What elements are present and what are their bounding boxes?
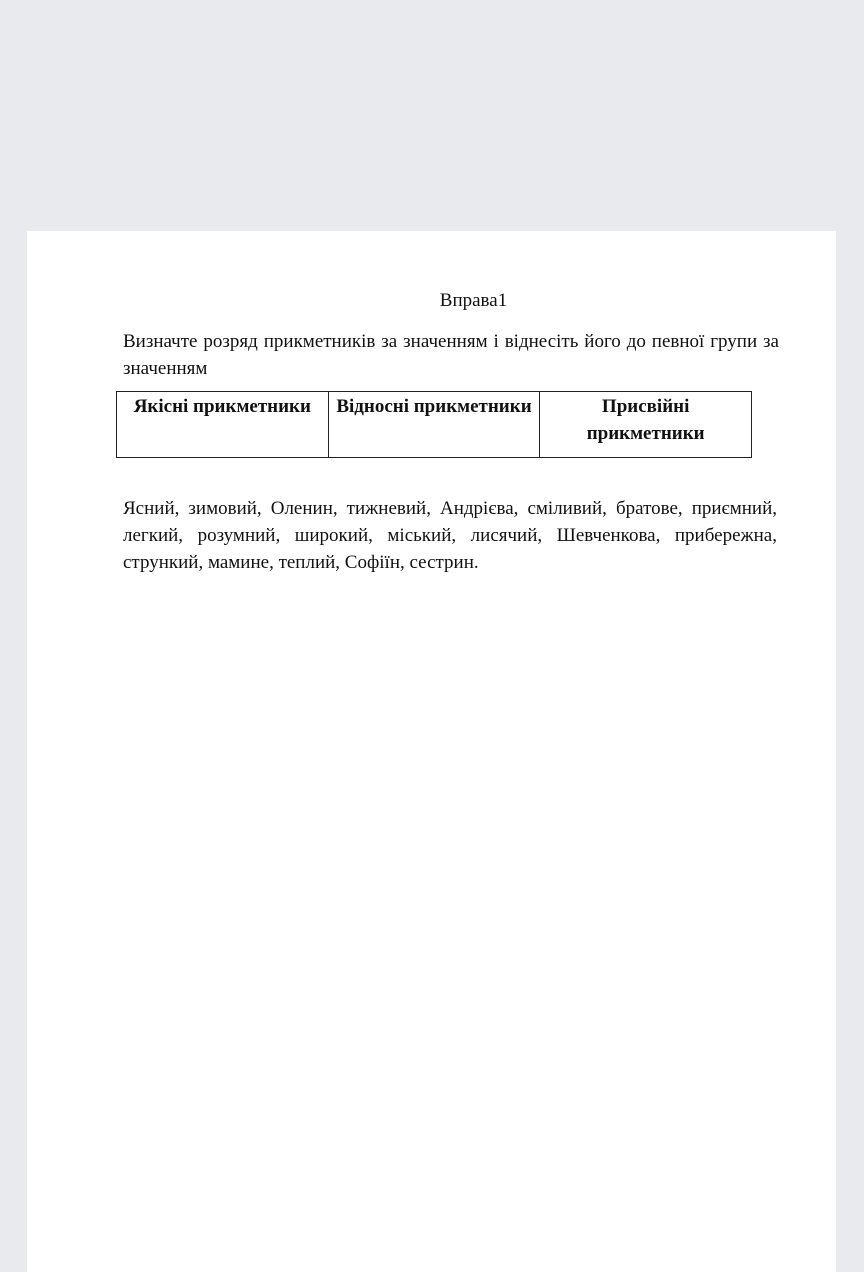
exercise-title: Вправа1 <box>439 290 508 311</box>
adjective-category-table <box>116 391 752 458</box>
document-page <box>27 231 836 1272</box>
adjective-word-list: Ясний, зимовий, Оленин, тижневий, Андрієва, сміливий, братове, приємний, легкий, розумний, широкий, міський, лисячий, Шевченкова, прибережна, стрункий, мамине, теплий, Софіїн, сестрин. <box>123 498 777 573</box>
header-possessive: Присвійні прикметники <box>540 392 752 458</box>
exercise-instruction: Визначте розряд прикметників за значенням і віднесіть його до певної групи за значенням <box>123 331 779 379</box>
header-relative: Відносні прикметники <box>328 392 540 458</box>
header-qualitative: Якісні прикметники <box>117 392 329 458</box>
table-header-row <box>117 392 752 458</box>
